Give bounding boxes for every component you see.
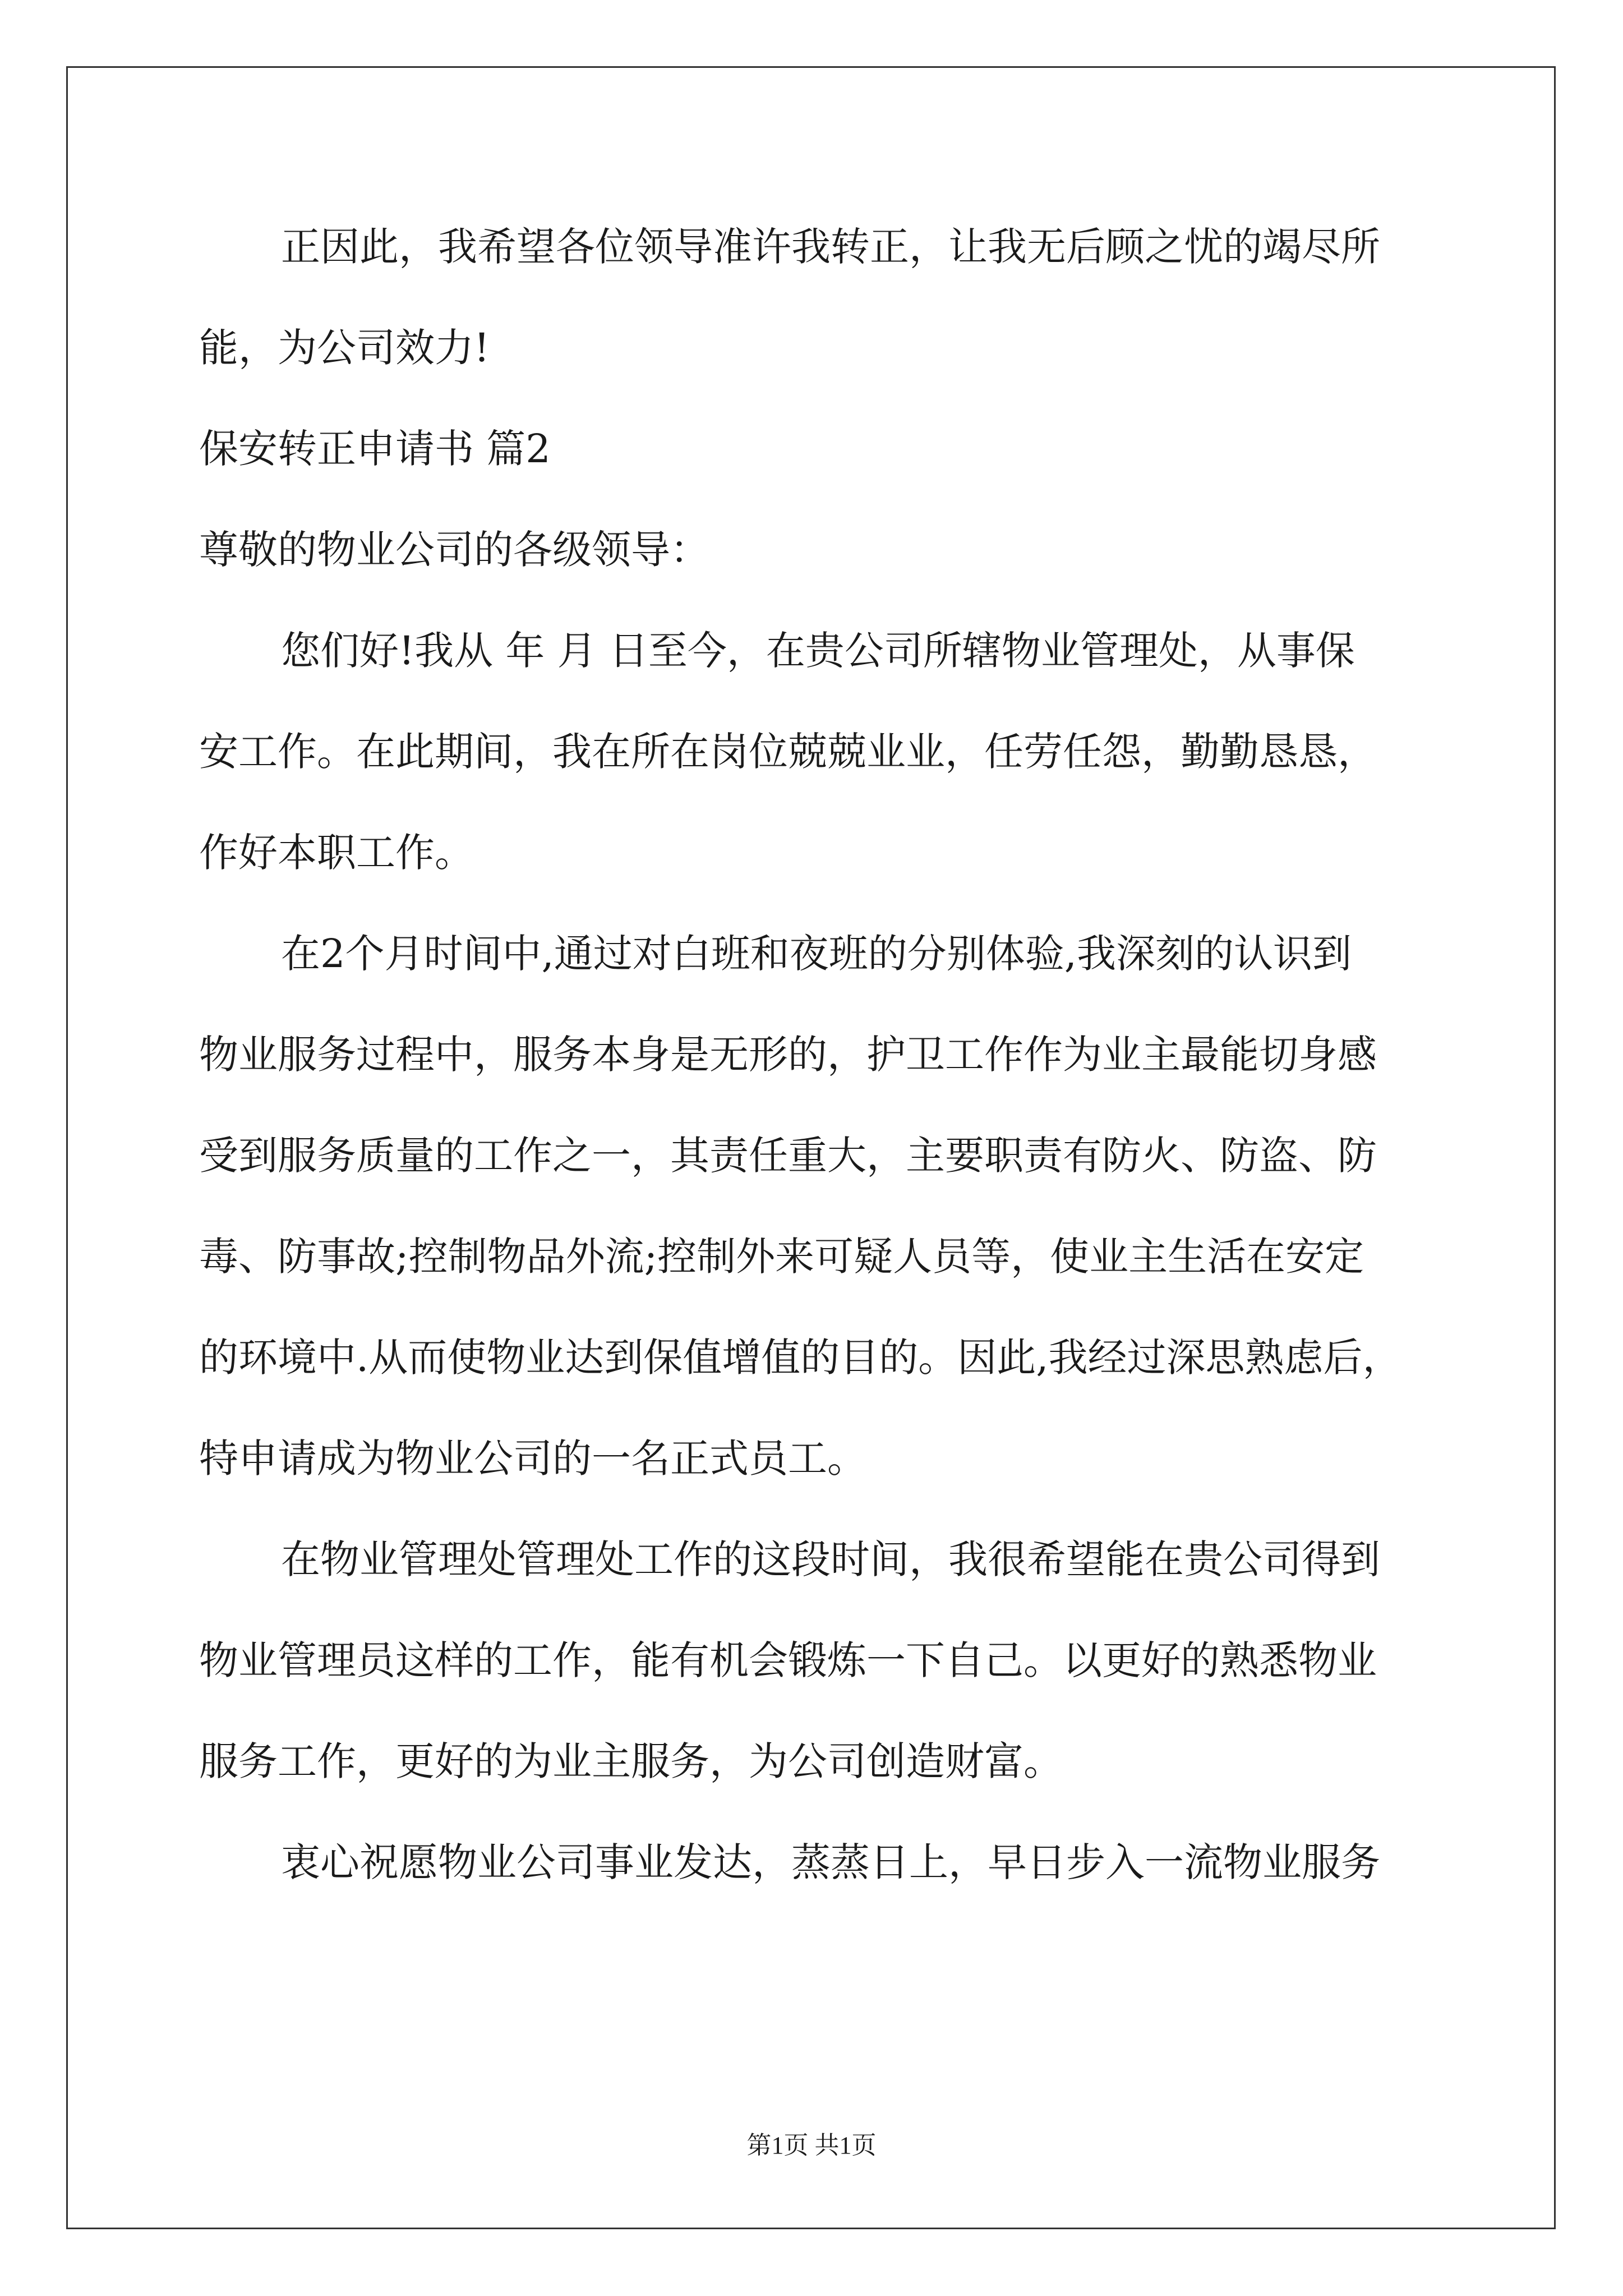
text-line: 服务工作，更好的为业主服务，为公司创造财富。 bbox=[199, 1738, 1063, 1784]
text-line: 您们好!我从 年 月 日至今，在贵公司所辖物业管理处，从事保 bbox=[281, 628, 1355, 674]
text-line: 衷心祝愿物业公司事业发达，蒸蒸日上，早日步入一流物业服务 bbox=[281, 1839, 1380, 1885]
text-line: 受到服务质量的工作之一，其责任重大，主要职责有防火、防盗、防 bbox=[199, 1133, 1377, 1179]
section-heading: 保安转正申请书 篇2 bbox=[199, 426, 551, 472]
text-line: 在物业管理处管理处工作的这段时间，我很希望能在贵公司得到 bbox=[281, 1536, 1380, 1582]
text-line: 毒、防事故;控制物品外流;控制外来可疑人员等，使业主生活在安定 bbox=[199, 1234, 1364, 1280]
text-line: 能，为公司效力! bbox=[199, 325, 490, 371]
text-line: 物业服务过程中，服务本身是无形的，护卫工作作为业主最能切身感 bbox=[199, 1032, 1377, 1078]
text-line: 作好本职工作。 bbox=[199, 830, 474, 876]
text-line: 特申请成为物业公司的一名正式员工。 bbox=[199, 1435, 866, 1481]
text-line: 正因此，我希望各位领导准许我转正，让我无后顾之忧的竭尽所 bbox=[281, 224, 1380, 270]
text-line: 安工作。在此期间，我在所在岗位兢兢业业，任劳任怨，勤勤恳恳， bbox=[199, 729, 1377, 775]
text-line: 物业管理员这样的工作，能有机会锻炼一下自己。以更好的熟悉物业 bbox=[199, 1637, 1377, 1683]
page-footer: 第1页 共1页 bbox=[746, 2132, 877, 2159]
text-line: 的环境中.从而使物业达到保值增值的目的。因此,我经过深思熟虑后， bbox=[199, 1335, 1402, 1381]
salutation: 尊敬的物业公司的各级领导： bbox=[199, 527, 709, 573]
text-line: 在2个月时间中,通过对白班和夜班的分别体验,我深刻的认识到 bbox=[281, 931, 1352, 977]
